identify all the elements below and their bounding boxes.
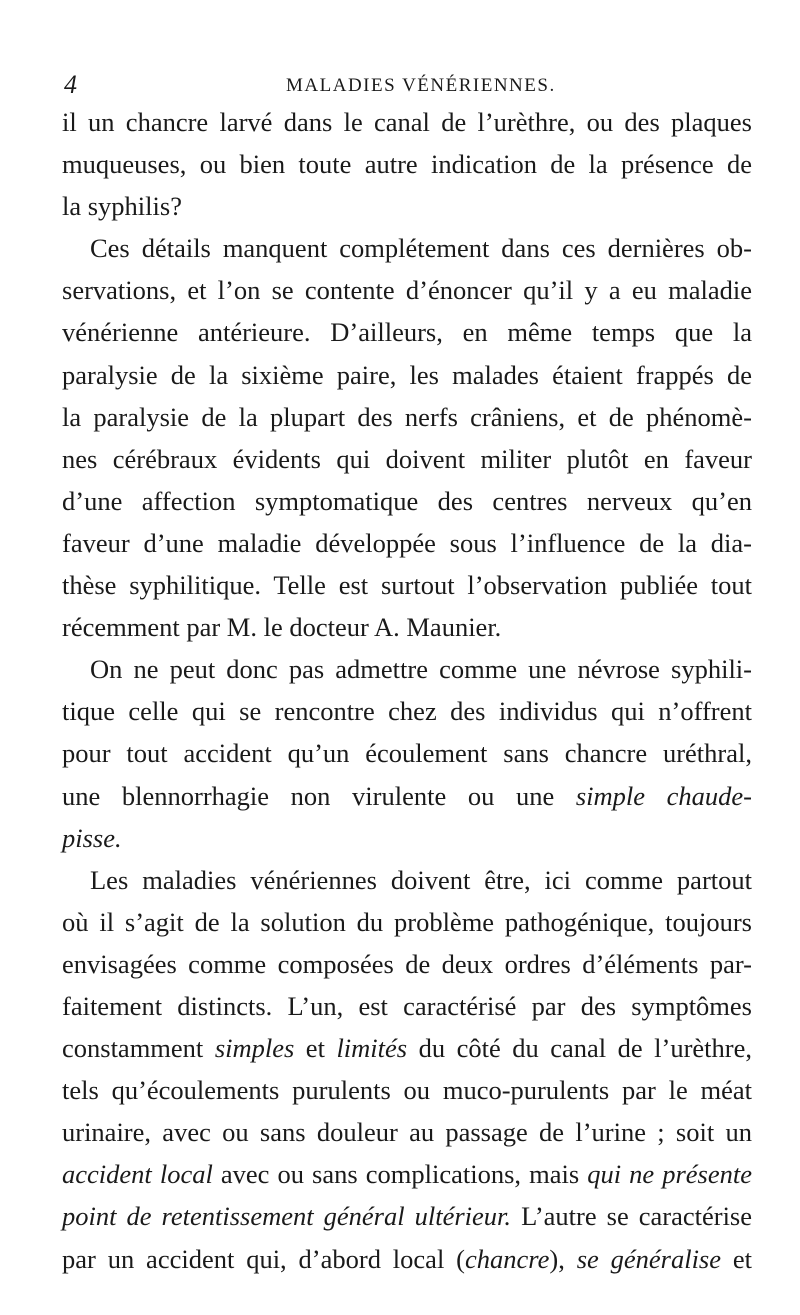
text-line — [62, 1027, 752, 1069]
text-segment: récemment par M. le docteur A. Maunier. — [62, 612, 502, 643]
text-line — [62, 901, 752, 943]
text-line — [62, 480, 752, 522]
italic-text: chancre — [465, 1243, 550, 1274]
text-segment: nes cérébraux évidents qui doivent militer plutôt en faveur — [62, 443, 752, 474]
text-segment: une blennorrhagie non virulente ou une — [62, 780, 576, 811]
text-line — [62, 311, 752, 353]
text-segment: paralysie de la sixième paire, les malades étaient frappés de — [62, 359, 752, 390]
text-segment: par un accident qui, d’abord local ( — [62, 1243, 465, 1274]
text-line — [62, 1111, 752, 1153]
text-segment: où il s’agit de la solution du problème pathogénique, toujours — [62, 906, 752, 937]
text-segment: thèse syphilitique. Telle est surtout l’observation publiée tout — [62, 570, 752, 601]
text-line — [62, 143, 752, 185]
text-segment: urinaire, avec ou sans douleur au passage de l’urine ; soit un — [62, 1117, 752, 1148]
text-segment: la syphilis? — [62, 191, 182, 222]
text-segment: pour tout accident qu’un écoulement sans chancre uréthral, — [62, 738, 752, 769]
text-segment: constamment — [62, 1033, 215, 1064]
italic-text: simple chaude- — [575, 780, 752, 811]
text-line — [62, 227, 752, 269]
text-line — [62, 1153, 752, 1195]
italic-text: pisse. — [62, 822, 122, 853]
text-segment: et — [294, 1033, 337, 1064]
text-line — [62, 1195, 752, 1237]
running-title: MALADIES VÉNÉRIENNES. — [286, 75, 556, 96]
text-line — [62, 101, 752, 143]
text-segment: faitement distincts. L’un, est caractérisé par des symptômes — [62, 990, 752, 1021]
text-segment: la paralysie de la plupart des nerfs crâniens, et de phénomè- — [62, 401, 752, 432]
text-segment: ), — [549, 1243, 577, 1274]
page-number: 4 — [64, 70, 77, 99]
text-line — [62, 859, 752, 901]
text-line — [62, 1238, 752, 1280]
text-segment: et — [721, 1243, 752, 1274]
text-segment: avec ou sans complications, mais — [212, 1159, 588, 1190]
text-segment: tique celle qui se rencontre chez des individus qui n’offrent — [62, 696, 752, 727]
text-segment: On ne peut donc pas admettre comme une névrose syphili- — [90, 654, 752, 685]
text-segment: L’autre se caractérise — [511, 1201, 753, 1232]
text-segment: d’une affection symptomatique des centres nerveux qu’en — [62, 485, 752, 516]
text-line — [62, 732, 752, 774]
italic-text: se généralise — [576, 1243, 722, 1274]
text-line — [62, 775, 752, 817]
italic-text: limités — [336, 1033, 408, 1064]
text-segment: envisagées comme composées de deux ordres d’éléments par- — [62, 948, 752, 979]
text-line — [62, 943, 752, 985]
italic-text: point de retentissement général ultérieur. — [62, 1201, 512, 1232]
text-line — [62, 690, 752, 732]
text-segment: servations, et l’on se contente d’énoncer qu’il y a eu maladie — [62, 275, 752, 306]
text-segment: vénérienne antérieure. D’ailleurs, en même temps que la — [62, 317, 752, 348]
italic-text: simples — [214, 1033, 295, 1064]
text-line — [62, 396, 752, 438]
running-head — [64, 70, 744, 100]
text-line — [62, 354, 752, 396]
text-line — [62, 564, 752, 606]
text-segment: Les maladies vénériennes doivent être, ici comme partout — [90, 864, 752, 895]
text-line — [62, 606, 752, 648]
text-line — [62, 1069, 752, 1111]
text-segment: Ces détails manquent complétement dans ces dernières ob- — [90, 233, 752, 264]
italic-text: accident local — [62, 1159, 213, 1190]
text-segment: muqueuses, ou bien toute autre indication de la présence de — [62, 149, 752, 180]
body-text — [62, 101, 752, 1280]
text-segment: tels qu’écoulements purulents ou muco-purulents par le méat — [62, 1075, 752, 1106]
text-segment: faveur d’une maladie développée sous l’influence de la dia- — [62, 527, 752, 558]
text-segment: du côté du canal de l’urèthre, — [407, 1033, 752, 1064]
text-line — [62, 985, 752, 1027]
text-line — [62, 438, 752, 480]
text-line — [62, 269, 752, 311]
text-line — [62, 185, 752, 227]
text-segment: il un chancre larvé dans le canal de l’urèthre, ou des plaques — [62, 107, 752, 137]
italic-text: qui ne présente — [587, 1159, 752, 1190]
text-line — [62, 522, 752, 564]
text-line — [62, 817, 752, 859]
text-line — [62, 648, 752, 690]
